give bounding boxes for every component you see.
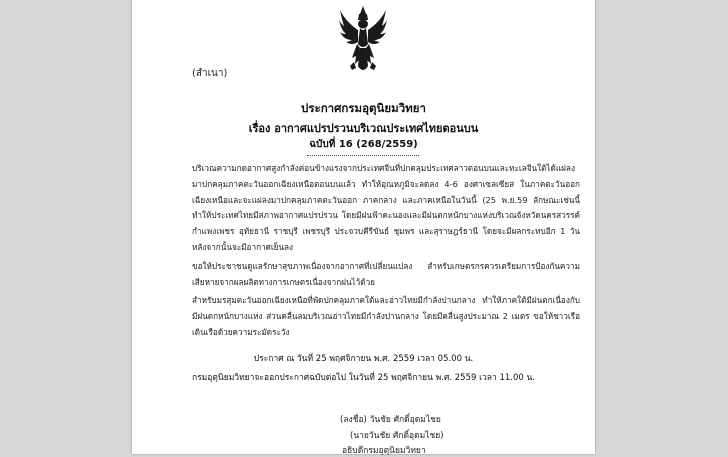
announcement-title: ประกาศกรมอุตุนิยมวิทยา xyxy=(301,101,426,115)
document-page xyxy=(132,0,595,454)
signatory-name: (นายวันชัย ศักดิ์อุดมไชย) xyxy=(350,431,444,441)
garuda-emblem-icon xyxy=(338,4,388,78)
announcement-subject: เรื่อง อากาศแปรปรวนบริเวณประเทศไทยตอนบน xyxy=(248,122,479,135)
next-notice: กรมอุตุนิยมวิทยาจะออกประกาศฉบับต่อไป ในวันที่ 25 พฤศจิกายน พ.ศ. 2559 เวลา 11.00 น. xyxy=(191,373,536,383)
paragraph-monsoon: สำหรับมรสุมตะวันออกเฉียงเหนือที่พัดปกคลุมภาคใต้และอ่าวไทยมีกำลังปานกลาง ทำให้ภาคใต้มีฝนตกเนื่องกับมีฝนตกหนักบางแห่ง ส่วนคลื่นลมบริเวณอ่าวไทยมีกำลังปานกลาง โดยมีคลื่นสูงประมาณ 2 เมตร ขอให้ชาวเรือเดินเรือด้วยความระมัดระวัง xyxy=(192,295,580,337)
copy-label: (สำเนา) xyxy=(192,68,228,79)
separator-line xyxy=(307,155,419,156)
signatory-position: อธิบดีกรมอุตุนิยมวิทยา xyxy=(342,446,426,456)
paragraph-weather-situation: บริเวณความกดอากาศสูงกำลังค่อนข้างแรงจากประเทศจีนที่ปกคลุมประเทศลาวตอนบนและทะเลจีนใต้ได้แผ่ลงมาปกคลุมภาคตะวันออกเฉียงเหนือตอนบนแล้ว ทำให้อุณหภูมิจะลดลง 4-6 องศาเซลเซียส ในภาคตะวันออกเฉียงเหนือและจะแผ่ลงมาปกคลุมภาคตะวันออก ภาคกลาง และภาคเหนือในวันนี้ (25 พ.ย.59 ลักษณะเช่นนี้ทำให้ประเทศไทยมีสภาพอากาศแปรปรวน โดยมีฝนฟ้าคะนองและมีฝนตกหนักบางแห่งบริเวณจังหวัดนครสวรรค์ กำแพงเพชร อุทัยธานี ราชบุรี เพชรบุรี ประจวบคีรีขันธ์ ชุมพร และสุราษฎร์ธานี โดยจะมีผลกระทบอีก 1 วัน หลังจากนั้นจะมีอากาศเย็นลง xyxy=(192,163,580,252)
issue-number: ฉบับที่ 16 (268/2559) xyxy=(309,139,418,150)
paragraph-health-advice: ขอให้ประชาชนดูแลรักษาสุขภาพเนื่องจากอากาศที่เปลี่ยนแปลง สำหรับเกษตรกรควรเตรียมการป้องกันความเสียหายจากผลผลิตทางการเกษตรเนื่องจากฝนไว้ด้วย xyxy=(192,261,580,287)
issued-datetime: ประกาศ ณ วันที่ 25 พฤศจิกายน พ.ศ. 2559 เวลา 05.00 น. xyxy=(253,354,474,364)
signature-line: (ลงชื่อ) วันชัย ศักดิ์อุดมไชย xyxy=(340,415,441,425)
